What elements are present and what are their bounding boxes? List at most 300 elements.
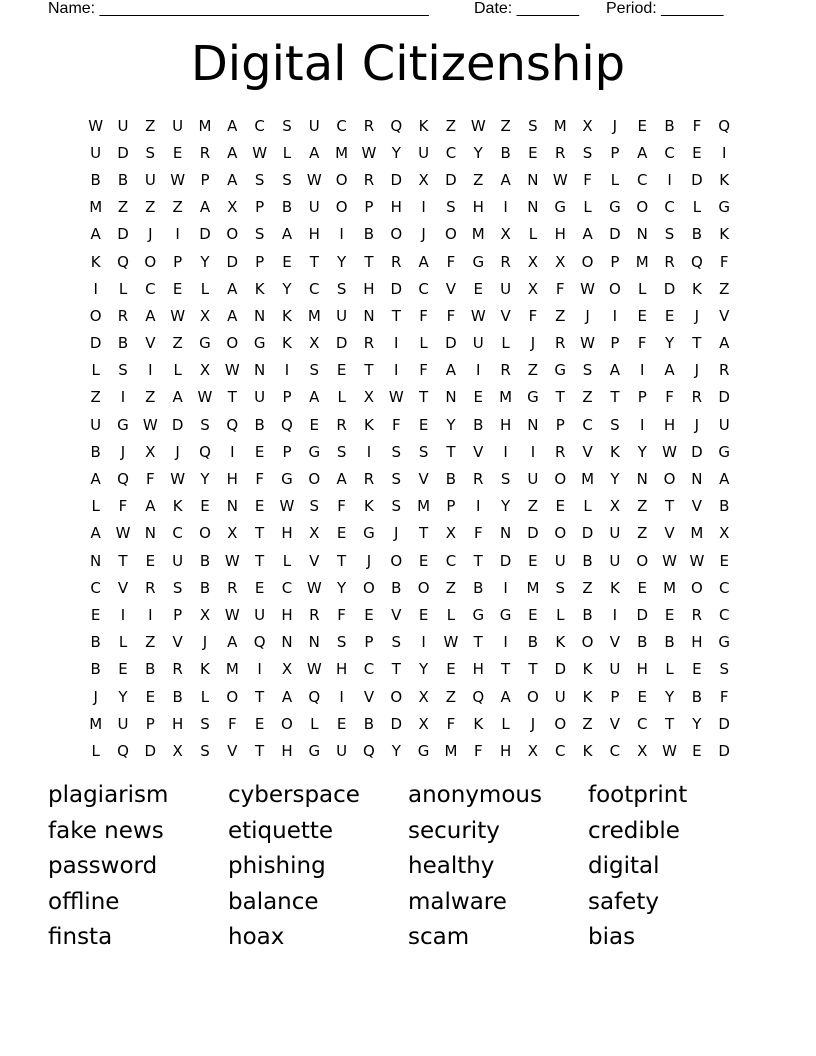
grid-letter: H [335,660,348,679]
grid-letter: R [336,415,347,434]
grid-letter: U [90,143,102,162]
grid-letter: J [530,334,536,353]
grid-letter: S [719,660,729,679]
grid-letter: P [255,198,265,217]
grid-letter: G [472,605,485,624]
grid-letter: A [637,143,648,162]
grid-letter: Y [391,741,401,760]
grid-letter: T [337,551,347,570]
grid-letter: R [145,578,156,597]
grid-letter: Z [637,524,648,543]
grid-letter: I [503,198,508,217]
grid-letter: P [364,198,374,217]
grid-letter: B [145,660,156,679]
grid-letter: D [390,279,403,298]
grid-letter: M [417,497,431,516]
grid-letter: Z [145,388,156,407]
grid-letter: C [172,524,183,543]
grid-row [82,221,738,248]
grid-letter: Q [117,470,129,489]
grid-letter: W [580,334,595,353]
grid-letter: D [663,279,676,298]
grid-letter: S [336,633,347,652]
grid-letter: E [145,551,156,570]
grid-letter: E [418,605,429,624]
grid-row [82,275,738,302]
grid-letter: G [554,361,567,380]
grid-letter: G [281,470,293,489]
grid-letter: E [664,605,675,624]
grid-letter: N [281,633,293,652]
grid-letter: W [252,143,268,162]
grid-letter: E [664,306,675,325]
grid-letter: E [637,306,647,325]
grid-letter: U [117,714,129,733]
grid-letter: T [391,306,401,325]
grid-letter: A [227,306,238,325]
grid-letter: C [718,578,730,597]
grid-letter: O [636,198,649,217]
grid-letter: S [172,578,183,597]
grid-letter: T [364,361,374,380]
grid-letter: X [609,497,621,516]
grid-letter: E [719,551,729,570]
grid-letter: W [170,306,186,325]
grid-letter: L [118,279,128,298]
grid-letter: V [582,442,593,461]
grid-letter: M [499,388,513,407]
grid-letter: E [364,605,374,624]
grid-letter: G [308,442,321,461]
grid-letter: U [254,605,266,624]
grid-letter: L [446,605,456,624]
grid-letter: S [391,497,402,516]
grid-letter: E [309,415,320,434]
grid-row [82,112,738,139]
grid-letter: E [528,551,538,570]
grid-letter: Z [145,198,156,217]
grid-letter: J [530,714,536,733]
grid-letter: M [225,660,239,679]
grid-letter: C [636,714,648,733]
grid-letter: E [637,116,647,135]
grid-letter: U [117,116,129,135]
grid-letter: B [281,198,293,217]
grid-letter: R [309,605,320,624]
grid-letter: R [473,470,484,489]
grid-letter: E [637,578,647,597]
grid-letter: N [691,470,703,489]
grid-letter: X [309,334,320,353]
grid-letter: K [582,660,593,679]
grid-letter: Z [473,170,484,189]
grid-letter: H [363,279,375,298]
grid-letter: F [118,497,128,516]
grid-letter: N [254,306,266,325]
grid-letter: D [554,660,567,679]
grid-letter: Y [200,470,210,489]
grid-letter: Q [390,116,403,135]
grid-letter: A [227,116,238,135]
header-fields [48,0,748,20]
grid-letter: P [610,687,620,706]
grid-letter: M [635,252,649,271]
grid-letter: Z [445,116,457,135]
grid-letter: O [554,524,567,543]
period-field[interactable]: Period: _______ [606,0,724,17]
grid-letter: T [309,252,319,271]
grid-letter: W [580,279,595,298]
grid-letter: W [689,551,705,570]
grid-letter: S [282,116,292,135]
grid-row [82,710,738,737]
name-field[interactable]: Name: _____________________________________ [48,0,429,17]
grid-letter: P [446,497,456,516]
grid-letter: A [309,388,320,407]
grid-letter: A [664,361,675,380]
grid-letter: X [445,524,457,543]
grid-letter: S [309,497,320,516]
grid-letter: K [582,741,593,760]
grid-letter: L [528,225,538,244]
grid-letter: W [306,578,322,597]
grid-letter: X [527,741,539,760]
grid-letter: F [719,252,729,271]
grid-letter: U [90,415,102,434]
grid-letter: I [175,225,180,244]
grid-letter: S [336,442,347,461]
grid-letter: J [694,361,700,380]
grid-letter: U [609,660,621,679]
grid-row [82,629,738,656]
grid-letter: R [718,361,730,380]
grid-letter: L [556,605,565,624]
grid-row [82,194,738,221]
grid-letter: S [282,170,292,189]
grid-letter: P [282,388,292,407]
grid-letter: D [499,551,512,570]
grid-letter: H [308,225,320,244]
grid-letter: O [554,470,567,489]
grid-letter: B [691,225,703,244]
grid-letter: K [691,279,702,298]
grid-letter: R [664,252,675,271]
grid-letter: Z [117,198,129,217]
grid-letter: S [391,633,402,652]
grid-letter: R [500,361,511,380]
grid-letter: O [363,578,375,597]
grid-letter: E [282,252,292,271]
grid-letter: I [476,361,481,380]
grid-letter: B [90,660,101,679]
grid-letter: G [499,605,512,624]
grid-letter: U [336,741,348,760]
grid-letter: F [528,306,538,325]
grid-letter: Y [664,334,675,353]
grid-letter: G [117,415,129,434]
grid-letter: F [337,497,346,516]
grid-letter: W [170,470,186,489]
grid-letter: V [117,578,129,597]
grid-letter: D [199,225,211,244]
grid-letter: J [120,442,126,461]
grid-letter: R [199,143,211,162]
grid-letter: A [445,361,457,380]
grid-letter: J [421,225,426,244]
grid-letter: D [226,252,239,271]
grid-letter: O [226,687,239,706]
grid-letter: K [282,306,292,325]
grid-letter: I [257,660,262,679]
grid-letter: I [148,605,153,624]
grid-letter: B [90,170,101,189]
grid-letter: W [279,497,295,516]
grid-letter: C [145,279,156,298]
grid-row [82,493,738,520]
grid-letter: F [419,361,428,380]
grid-letter: L [91,361,100,380]
grid-letter: Z [555,306,566,325]
grid-letter: M [89,714,103,733]
grid-letter: P [610,252,620,271]
grid-letter: K [719,170,730,189]
grid-letter: H [554,225,566,244]
grid-letter: D [718,714,730,733]
grid-letter: H [636,660,648,679]
grid-letter: R [363,470,375,489]
word-search-grid [82,112,738,765]
grid-letter: H [499,741,512,760]
grid-letter: L [501,714,510,733]
grid-letter: V [500,306,511,325]
grid-letter: Q [690,252,703,271]
grid-letter: Y [664,687,675,706]
grid-row [82,357,738,384]
word-bank-item: malware [408,888,507,915]
grid-letter: V [609,714,621,733]
grid-letter: I [421,198,426,217]
grid-letter: F [692,116,702,135]
grid-letter: R [691,388,703,407]
grid-letter: X [637,741,648,760]
grid-letter: E [637,687,647,706]
grid-letter: O [581,633,594,652]
grid-letter: A [172,388,183,407]
grid-letter: V [418,470,429,489]
grid-row [82,574,738,601]
grid-letter: C [664,198,675,217]
grid-letter: T [610,388,620,407]
grid-letter: I [120,388,126,407]
grid-letter: U [172,116,184,135]
grid-letter: R [691,605,703,624]
grid-letter: E [172,143,183,162]
grid-letter: W [224,551,240,570]
grid-letter: J [366,551,372,570]
grid-letter: P [610,334,620,353]
grid-row [82,683,738,710]
grid-letter: I [721,143,727,162]
grid-letter: X [418,714,429,733]
grid-letter: F [255,470,264,489]
grid-letter: S [200,741,210,760]
word-bank [48,779,768,957]
grid-letter: H [281,741,293,760]
grid-letter: X [199,306,211,325]
grid-letter: M [663,578,677,597]
grid-letter: C [664,143,675,162]
grid-letter: X [227,524,238,543]
grid-letter: R [500,252,511,271]
grid-letter: V [391,605,402,624]
grid-letter: B [117,170,129,189]
grid-letter: U [336,306,348,325]
grid-letter: M [471,225,485,244]
grid-letter: A [609,361,621,380]
grid-letter: V [363,687,375,706]
grid-letter: F [473,524,483,543]
grid-letter: W [142,415,158,434]
grid-letter: Q [718,116,731,135]
grid-letter: E [90,605,101,624]
grid-row [82,302,738,329]
grid-letter: G [718,633,731,652]
grid-letter: O [663,470,676,489]
grid-letter: C [445,551,457,570]
grid-letter: V [445,279,457,298]
grid-letter: B [582,551,593,570]
grid-letter: N [527,198,539,217]
grid-letter: B [445,470,457,489]
grid-letter: V [609,633,621,652]
grid-letter: X [527,252,539,271]
grid-letter: I [667,170,672,189]
grid-letter: Q [472,687,485,706]
grid-letter: D [445,170,457,189]
grid-letter: F [555,279,565,298]
grid-letter: S [200,415,210,434]
grid-letter: T [501,660,511,679]
word-bank-item: anonymous [408,782,542,808]
grid-letter: D [636,605,648,624]
grid-letter: Z [582,578,593,597]
grid-letter: I [148,361,153,380]
grid-letter: G [472,252,485,271]
word-bank-item: footprint [588,782,688,808]
grid-letter: A [145,306,156,325]
grid-letter: U [308,198,320,217]
grid-letter: A [90,470,101,489]
grid-letter: I [394,334,399,353]
grid-letter: U [554,687,566,706]
grid-row [82,411,738,438]
grid-letter: G [718,442,731,461]
grid-letter: H [663,415,676,434]
grid-letter: S [418,442,429,461]
grid-letter: X [199,361,211,380]
grid-letter: Z [637,497,648,516]
grid-letter: T [419,524,429,543]
grid-letter: L [282,551,292,570]
grid-letter: T [473,633,483,652]
grid-letter: S [555,578,565,597]
grid-letter: U [308,116,320,135]
grid-letter: I [120,605,126,624]
grid-letter: F [446,306,456,325]
word-bank-item: balance [228,888,319,915]
grid-letter: T [555,388,565,407]
grid-letter: I [394,361,399,380]
grid-letter: B [473,578,484,597]
grid-letter: I [230,442,235,461]
grid-letter: U [172,551,184,570]
grid-letter: A [336,470,347,489]
grid-letter: E [692,143,702,162]
grid-letter: X [500,225,511,244]
grid-letter: L [501,334,510,353]
grid-letter: O [417,578,430,597]
grid-letter: I [612,306,618,325]
grid-letter: S [500,470,511,489]
grid-row [82,139,738,166]
grid-letter: R [555,143,566,162]
grid-letter: O [690,578,703,597]
grid-letter: A [281,687,293,706]
grid-row [82,248,738,275]
grid-letter: A [719,334,730,353]
grid-letter: E [692,741,702,760]
grid-letter: E [336,714,347,733]
grid-letter: S [446,198,456,217]
grid-letter: N [308,633,320,652]
grid-letter: J [148,225,153,244]
grid-letter: S [610,415,620,434]
word-bank-item: bias [588,924,636,950]
grid-letter: L [282,143,292,162]
grid-letter: D [117,225,129,244]
grid-letter: F [637,334,647,353]
grid-letter: M [690,524,704,543]
grid-letter: G [199,334,211,353]
grid-letter: Q [363,741,375,760]
grid-letter: K [609,578,620,597]
grid-letter: P [555,415,565,434]
grid-letter: B [199,578,211,597]
grid-letter: D [171,415,184,434]
grid-letter: E [418,415,429,434]
grid-letter: N [226,497,238,516]
word-bank-item: finsta [48,924,113,950]
grid-letter: W [197,388,213,407]
grid-letter: Z [172,198,183,217]
grid-letter: Z [145,116,156,135]
grid-letter: W [224,605,240,624]
grid-letter: K [364,497,374,516]
grid-letter: E [692,660,702,679]
grid-letter: J [585,306,590,325]
grid-letter: S [336,279,347,298]
word-bank-item: cyberspace [228,782,360,808]
grid-letter: M [335,143,349,162]
grid-letter: K [609,442,620,461]
grid-letter: X [309,524,320,543]
grid-letter: P [364,633,374,652]
grid-row [82,166,738,193]
grid-letter: Z [582,388,593,407]
date-field[interactable]: Date: _______ [474,0,579,17]
grid-letter: S [664,225,675,244]
grid-letter: J [175,442,180,461]
